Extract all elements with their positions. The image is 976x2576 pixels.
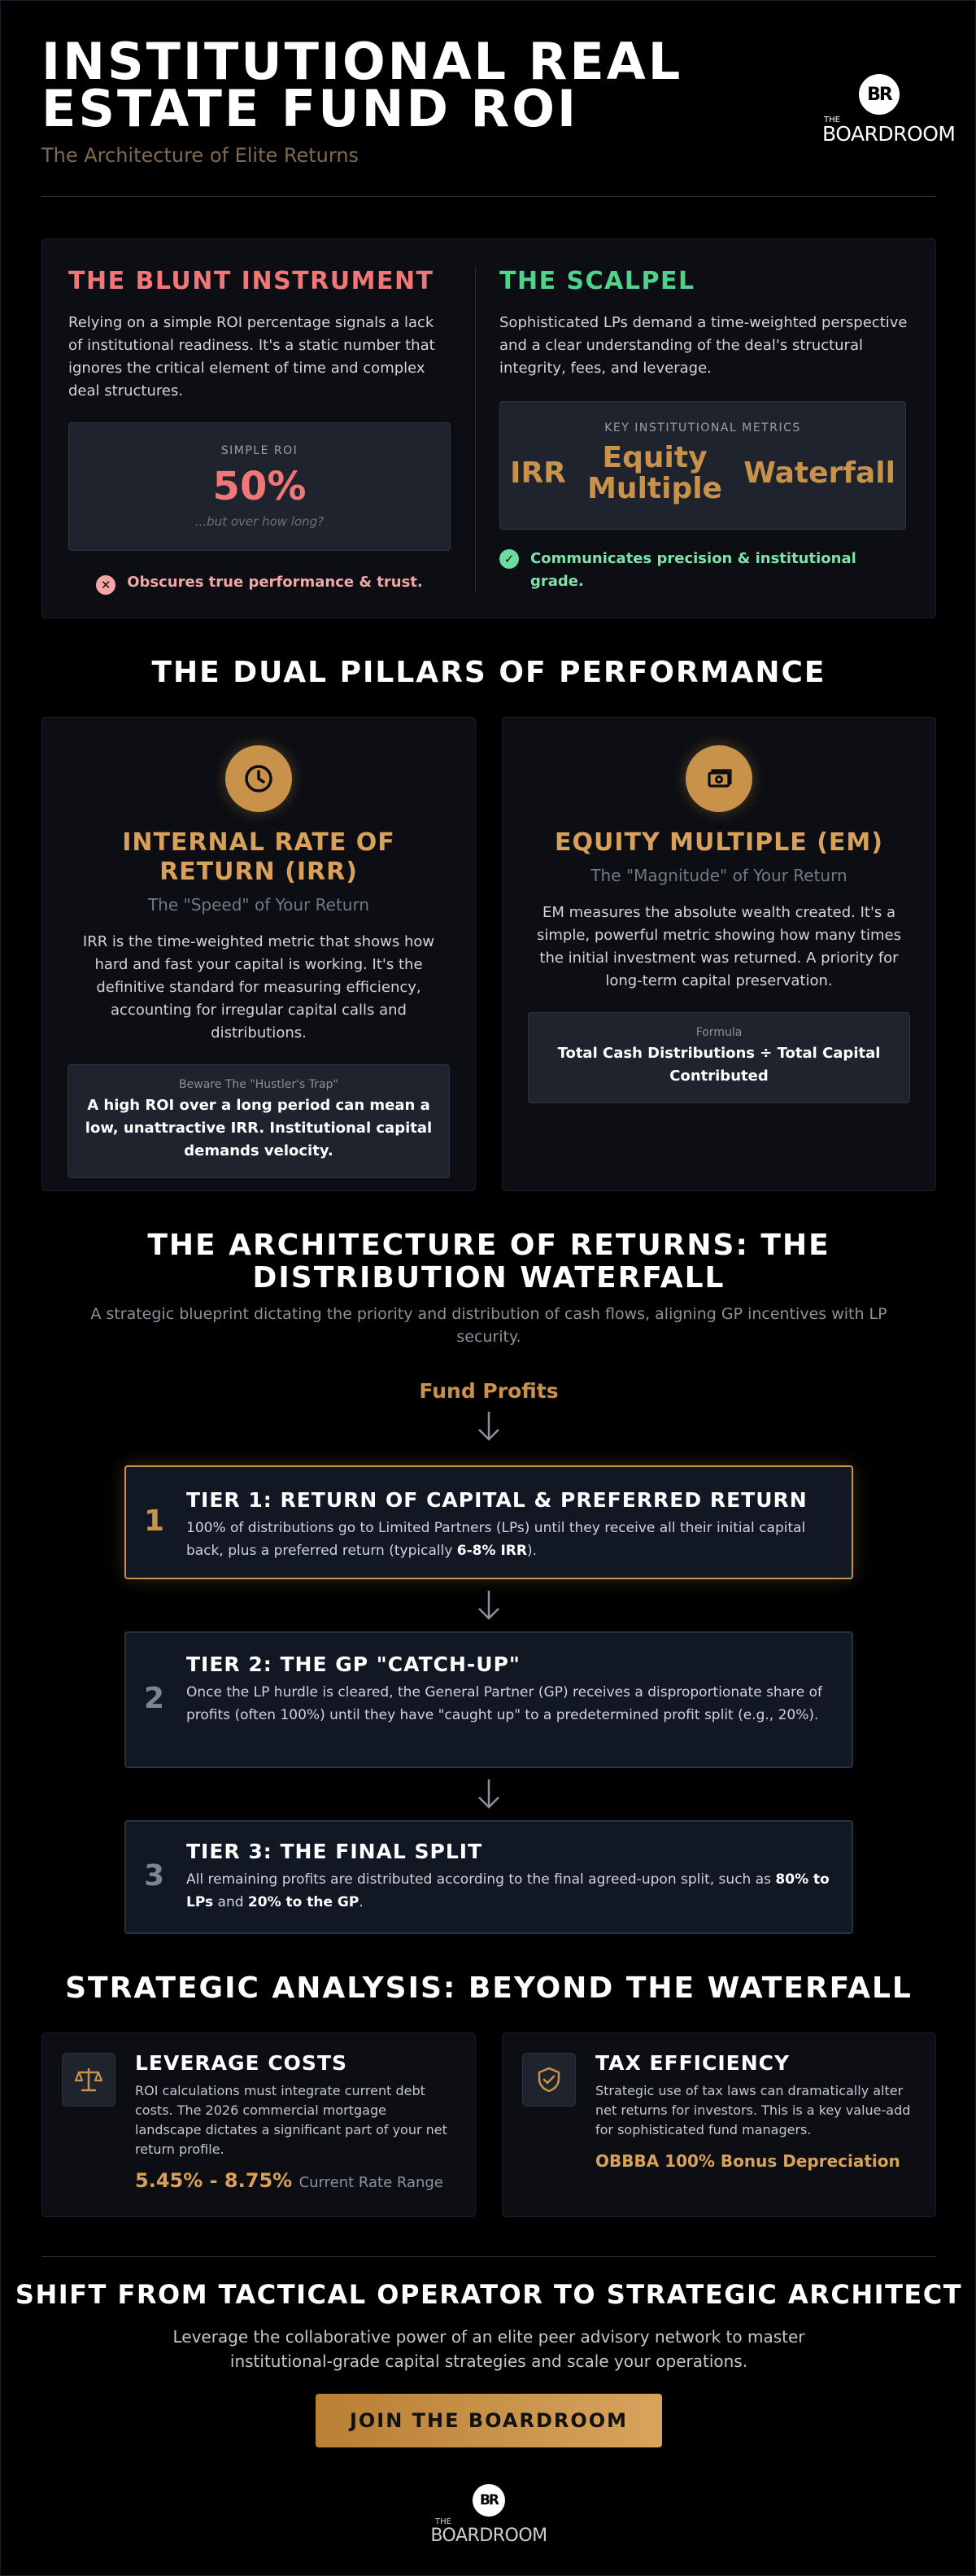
key-metrics-box [499, 401, 906, 530]
irr-description: IRR is the time-weighted metric that shows how hard and fast your capital is working. It's the definitive standard for measuring efficiency, accounting for irregular capital calls and distributions. [82, 933, 435, 1041]
blunt-status-text: Obscures true performance & trust. [127, 574, 423, 591]
br-monogram-icon: BR [859, 74, 900, 115]
blunt-instrument-column [68, 239, 451, 618]
em-heading: EQUITY MULTIPLE (EM) [555, 828, 883, 857]
pillars-title: THE DUAL PILLARS OF PERFORMANCE [151, 656, 826, 689]
irr-card [41, 717, 476, 1191]
tier-number: 2 [144, 1682, 165, 1715]
boardroom-logo [822, 74, 956, 146]
logo-small-text: THE [824, 116, 840, 124]
blunt-body: Relying on a simple ROI percentage signals a lack of institutional readiness. It's a static number that ignores the critical element of time and complex deal structures. [68, 314, 435, 399]
tax-efficiency-card [502, 2032, 936, 2217]
waterfall-title: THE ARCHITECTURE OF RETURNS: THE DISTRIBUTION WATERFALL [147, 1229, 830, 1295]
simple-roi-box [68, 422, 451, 551]
leverage-text: ROI calculations must integrate current debt costs. The 2026 commercial mortgage landscape dictates a significant part of your net return profile. [135, 2083, 447, 2157]
cash-icon [686, 745, 752, 812]
tier-text: Once the LP hurdle is cleared, the General Partner (GP) receives a disproportionate share of profits (often 100%) until they have "caught up" to a predetermined profit split (e.g., 20%). [186, 1684, 822, 1723]
divider [41, 2256, 936, 2257]
arrow-down-icon [475, 1778, 503, 1810]
tier-text: 100% of distributions go to Limited Partners (LPs) until they receive all their initial capital back, plus a preferred return (typically 6-8% IRR). [186, 1520, 806, 1559]
tier-number: 3 [144, 1859, 165, 1893]
check-circle-icon: ✓ [499, 549, 519, 569]
scale-icon [62, 2053, 115, 2107]
tier-text: All remaining profits are distributed according to the final agreed-upon split, such as 80% to LPs and 20% to the GP. [186, 1871, 830, 1910]
logo-text: BOARDROOM [430, 2526, 547, 2546]
tax-text: Strategic use of tax laws can dramatically alter net returns for investors. This is a key value-add for sophisticated fund managers. [595, 2083, 911, 2137]
metric-irr: IRR [510, 456, 566, 490]
simple-roi-label: SIMPLE ROI [220, 444, 298, 457]
blunt-status [68, 574, 451, 595]
tier-number: 1 [144, 1504, 165, 1538]
irr-heading: INTERNAL RATE OF RETURN (IRR) [122, 828, 395, 886]
logo-text: BOARDROOM [822, 122, 956, 146]
leverage-heading: LEVERAGE COSTS [135, 2051, 347, 2075]
arrow-down-icon [475, 1410, 503, 1443]
hustlers-trap-label: Beware The "Hustler's Trap" [179, 1078, 338, 1091]
page-title: INSTITUTIONAL REAL ESTATE FUND ROI [41, 32, 683, 138]
equity-multiple-card [502, 717, 936, 1191]
footer-logo [424, 2484, 554, 2546]
formula-box [528, 1012, 910, 1103]
page-subtitle: The Architecture of Elite Returns [41, 144, 359, 167]
formula-text: Total Cash Distributions ÷ Total Capital Contributed [557, 1045, 881, 1085]
cta-subtitle: Leverage the collaborative power of an elite peer advisory network to master institutional-grade capital strategies and scale your operations. [172, 2327, 805, 2371]
strategic-title: STRATEGIC ANALYSIS: BEYOND THE WATERFALL [65, 1971, 913, 2005]
blunt-heading: THE BLUNT INSTRUMENT [68, 267, 434, 295]
tier-1-box [124, 1465, 853, 1579]
scalpel-heading: THE SCALPEL [499, 267, 695, 295]
column-divider [475, 267, 476, 592]
scalpel-body: Sophisticated LPs demand a time-weighted perspective and a clear understanding of the deal's structural integrity, fees, and leverage. [499, 314, 908, 377]
divider [41, 196, 936, 197]
metrics-row [500, 443, 905, 504]
key-metrics-label: KEY INSTITUTIONAL METRICS [604, 421, 801, 434]
scalpel-column [499, 239, 911, 618]
shield-check-icon [522, 2053, 576, 2107]
x-circle-icon: ✕ [96, 575, 115, 595]
metric-equity-multiple: Equity Multiple [587, 441, 722, 505]
tier-3-box [124, 1820, 853, 1934]
cta-title: SHIFT FROM TACTICAL OPERATOR TO STRATEGIC ARCHITECT [15, 2279, 963, 2310]
br-monogram-icon: BR [473, 2484, 505, 2517]
tier-title: TIER 3: THE FINAL SPLIT [186, 1840, 483, 1863]
logo-small-text: THE [435, 2517, 451, 2526]
scalpel-status-text: Communicates precision & institutional grade. [530, 550, 856, 590]
tax-heading: TAX EFFICIENCY [595, 2051, 791, 2075]
waterfall-subtitle: A strategic blueprint dictating the priority and distribution of cash flows, aligning GP incentives with LP security. [90, 1305, 887, 1346]
tier-title: TIER 2: THE GP "CATCH-UP" [186, 1653, 521, 1676]
irr-tag: The "Speed" of Your Return [147, 895, 370, 915]
simple-roi-note: ...but over how long? [194, 514, 325, 529]
comparison-panel [41, 238, 936, 618]
hustlers-trap-box [68, 1064, 450, 1178]
fund-profits-label: Fund Profits [419, 1379, 559, 1403]
arrow-down-icon [475, 1589, 503, 1622]
rate-range: 5.45% - 8.75% Current Rate Range [135, 2169, 443, 2192]
formula-label: Formula [695, 1026, 743, 1039]
leverage-costs-card [41, 2032, 476, 2217]
em-description: EM measures the absolute wealth created. It's a simple, powerful metric showing how many times the initial investment was returned. A priority for long-term capital preservation. [537, 904, 901, 989]
tier-2-box [124, 1631, 853, 1768]
tier-title: TIER 1: RETURN OF CAPITAL & PREFERRED RETURN [186, 1488, 808, 1512]
bonus-depreciation: OBBBA 100% Bonus Depreciation [595, 2151, 900, 2171]
scalpel-status [499, 548, 911, 593]
simple-roi-value: 50% [212, 464, 307, 509]
metric-waterfall: Waterfall [743, 456, 895, 490]
clock-icon [225, 745, 292, 812]
hustlers-trap-text: A high ROI over a long period can mean a low, unattractive IRR. Institutional capital demands velocity. [85, 1097, 433, 1159]
join-boardroom-button[interactable]: JOIN THE BOARDROOM [316, 2394, 662, 2447]
em-tag: The "Magnitude" of Your Return [590, 866, 847, 885]
header [41, 32, 956, 168]
